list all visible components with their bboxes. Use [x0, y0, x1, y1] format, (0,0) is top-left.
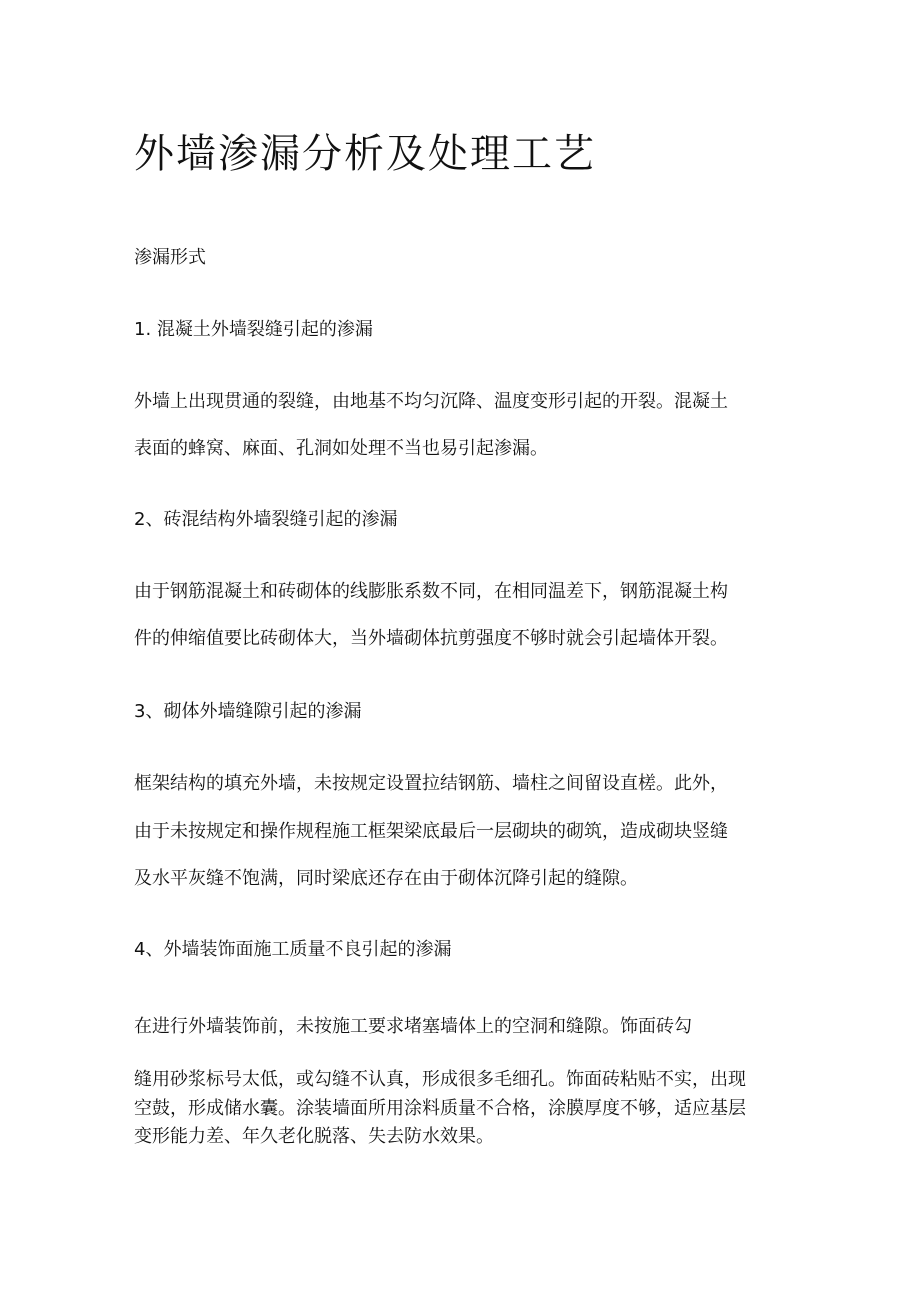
item-1-heading: 1. 混凝土外墙裂缝引起的渗漏	[134, 319, 373, 340]
item-2-heading: 2、砖混结构外墙裂缝引起的渗漏	[134, 509, 398, 530]
item-1-line-1: 外墙上出现贯通的裂缝，由地基不均匀沉降、温度变形引起的开裂。混凝土	[134, 391, 728, 412]
item-2-line-2: 件的伸缩值要比砖砌体大，当外墙砌体抗剪强度不够时就会引起墙体开裂。	[134, 628, 728, 649]
item-2-line-1: 由于钢筋混凝土和砖砌体的线膨胀系数不同，在相同温差下，钢筋混凝土构	[134, 581, 728, 602]
document-title: 外墙渗漏分析及处理工艺	[134, 131, 596, 177]
item-4-line-3: 空鼓，形成储水囊。涂装墙面所用涂料质量不合格，涂膜厚度不够，适应基层	[134, 1098, 746, 1119]
item-3-line-3: 及水平灰缝不饱满，同时梁底还存在由于砌体沉降引起的缝隙。	[134, 868, 638, 889]
item-3-line-2: 由于未按规定和操作规程施工框架梁底最后一层砌块的砌筑，造成砌块竖缝	[134, 821, 728, 842]
section-heading: 渗漏形式	[134, 247, 206, 268]
item-3-line-1: 框架结构的填充外墙，未按规定设置拉结钢筋、墙柱之间留设直槎。此外，	[134, 773, 728, 794]
item-4-line-1: 在进行外墙装饰前，未按施工要求堵塞墙体上的空洞和缝隙。饰面砖勾	[134, 1016, 692, 1037]
item-4-line-2: 缝用砂浆标号太低，或勾缝不认真，形成很多毛细孔。饰面砖粘贴不实，出现	[134, 1069, 746, 1090]
item-4-line-4: 变形能力差、年久老化脱落、失去防水效果。	[134, 1126, 494, 1147]
item-4-heading: 4、外墙装饰面施工质量不良引起的渗漏	[134, 939, 452, 960]
item-1-line-2: 表面的蜂窝、麻面、孔洞如处理不当也易引起渗漏。	[134, 438, 548, 459]
item-3-heading: 3、砌体外墙缝隙引起的渗漏	[134, 701, 362, 722]
